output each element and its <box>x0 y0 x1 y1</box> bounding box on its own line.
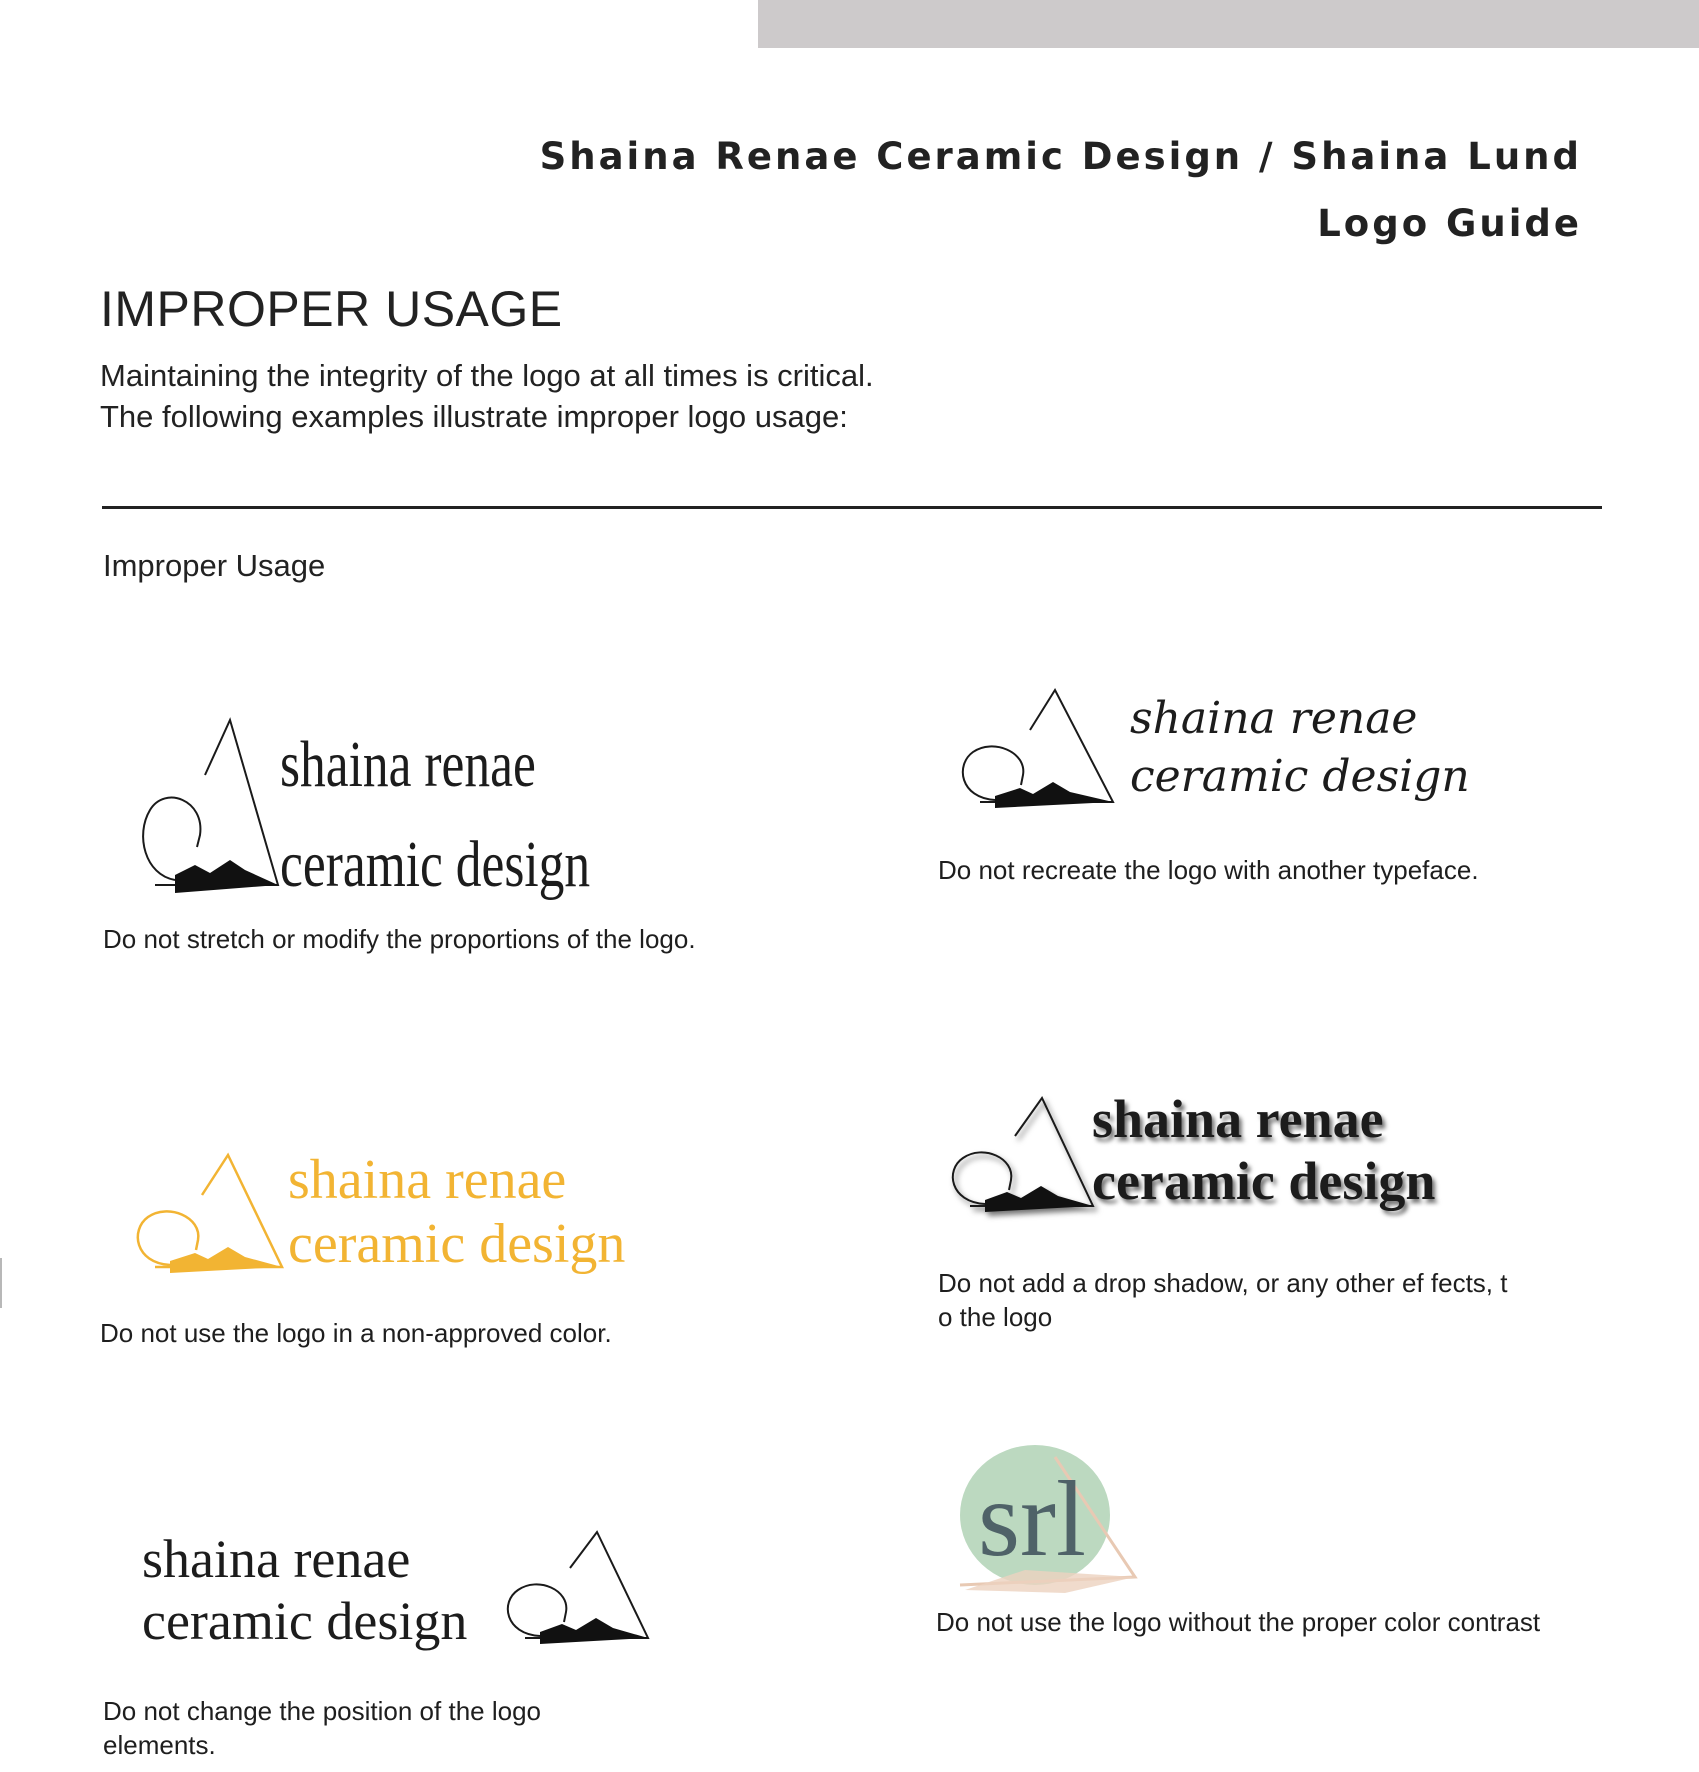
edge-mark <box>0 1258 2 1308</box>
header-guide-title: Logo Guide <box>1317 202 1582 245</box>
caption-shadow-line-2: o the logo <box>938 1302 1053 1332</box>
section-subheading: Improper Usage <box>103 548 326 583</box>
intro-line-2: The following examples illustrate improper logo usage: <box>100 399 848 434</box>
caption-stretch: Do not stretch or modify the proportions of the logo. <box>103 924 696 954</box>
caption-position <box>103 1694 541 1762</box>
wordmark-line-2: ceramic design <box>142 1591 468 1651</box>
caption-typeface: Do not recreate the logo with another typeface. <box>938 855 1479 885</box>
wordmark-shadow <box>1092 1088 1435 1212</box>
wordmark-line-2: ceramic design <box>1092 1151 1436 1211</box>
wordmark-stretched <box>280 715 590 915</box>
header-brand-line: Shaina Renae Ceramic Design / Shaina Lund <box>539 135 1582 178</box>
wordmark-color <box>288 1148 625 1276</box>
wordmark-position <box>142 1528 467 1652</box>
caption-shadow-line-1: Do not add a drop shadow, or any other ef fects, t <box>938 1268 1508 1298</box>
intro-line-1: Maintaining the integrity of the logo at all times is critical. <box>100 358 874 393</box>
caption-shadow <box>938 1266 1507 1334</box>
wordmark-line-1: shaina renae <box>288 1149 567 1211</box>
caption-contrast: Do not use the logo without the proper color contrast <box>936 1607 1541 1637</box>
caption-position-line-2: elements. <box>103 1730 216 1760</box>
page-title: IMPROPER USAGE <box>100 281 563 337</box>
logo-mark-shadow <box>945 1098 1095 1218</box>
wordmark-line-1: shaina renae <box>142 1529 411 1589</box>
logo-mark-position <box>500 1532 650 1647</box>
wordmark-line-2: ceramic design <box>1130 751 1470 802</box>
wordmark-line-1: shaina renae <box>280 728 536 801</box>
section-divider <box>102 506 1602 509</box>
wordmark-line-2: ceramic design <box>280 828 591 901</box>
wordmark-typeface <box>1130 690 1470 806</box>
wordmark-line-1: shaina renae <box>1092 1089 1384 1149</box>
logo-mark-color <box>130 1155 285 1280</box>
wordmark-line-1: shaina renae <box>1130 693 1418 744</box>
logo-mark-stretched <box>135 715 285 900</box>
top-gray-bar <box>758 0 1699 48</box>
caption-position-line-1: Do not change the position of the logo <box>103 1696 541 1726</box>
caption-color: Do not use the logo in a non-approved color. <box>100 1318 612 1348</box>
logo-mark-typeface <box>955 690 1115 815</box>
intro-text <box>100 355 874 437</box>
wordmark-line-2: ceramic design <box>288 1213 626 1275</box>
monogram-srl: srl <box>978 1460 1086 1579</box>
